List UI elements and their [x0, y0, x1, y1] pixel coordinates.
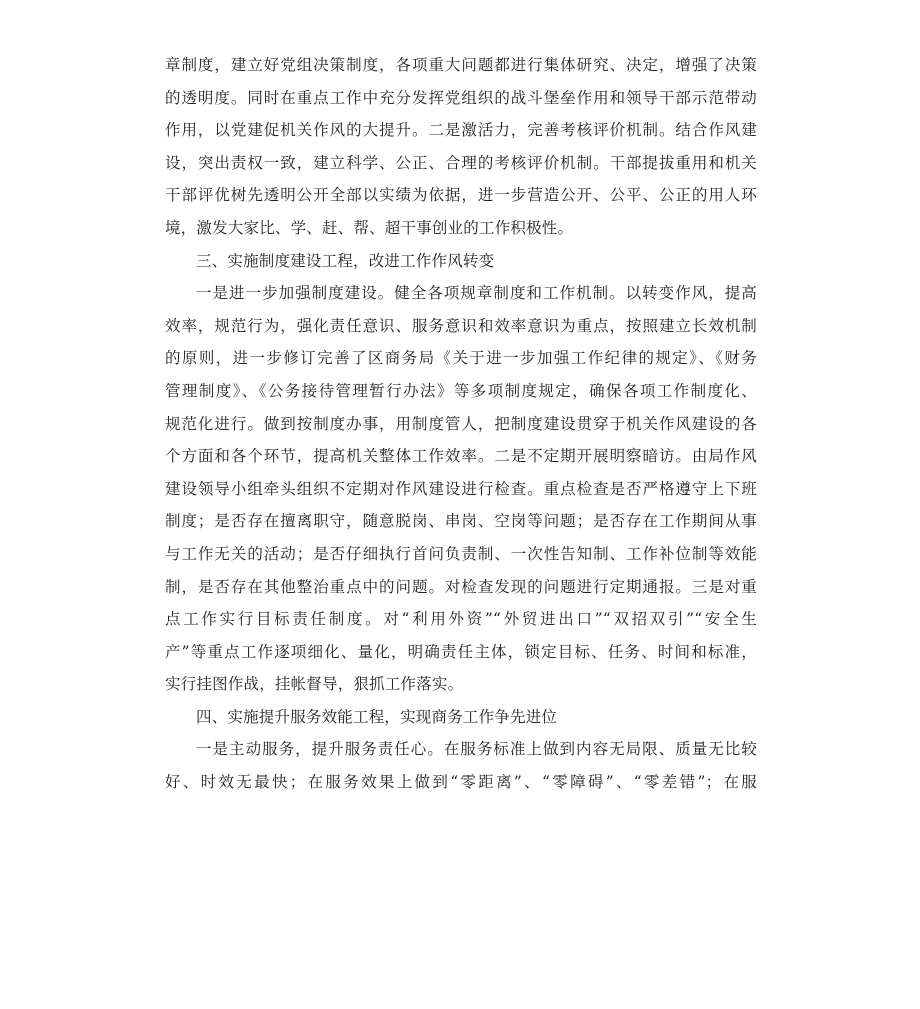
section-heading: 四、实施提升服务效能工程，实现商务工作争先进位 [196, 707, 558, 726]
paragraph-line: 的透明度。同时在重点工作中充分发挥党组织的战斗堡垒作用和领导干部示范带动 [165, 88, 757, 107]
section-heading: 三、实施制度建设工程，改进工作作风转变 [196, 251, 495, 270]
paragraph-line: 产”等重点工作逐项细化、量化，明确责任主体，锁定目标、任务、时间和标准， [165, 642, 757, 661]
paragraph-line: 规范化进行。做到按制度办事，用制度管人，把制度建设贯穿于机关作风建设的各 [165, 414, 757, 433]
paragraph-line: 个方面和各个环节，提高机关整体工作效率。二是不定期开展明察暗访。由局作风 [165, 447, 757, 466]
paragraph-line: 一是进一步加强制度建设。健全各项规章制度和工作机制。以转变作风，提高 [196, 284, 757, 303]
paragraph-line: 建设领导小组牵头组织不定期对作风建设进行检查。重点检查是否严格遵守上下班 [165, 479, 757, 498]
paragraph-line: 点工作实行目标责任制度。对“利用外资”“外贸进出口”“双招双引”“安全生 [165, 610, 757, 629]
paragraph-line: 好、时效无最快；在服务效果上做到“零距离”、“零障碍”、“零差错”；在服 [165, 773, 757, 792]
paragraph-line: 作用，以党建促机关作风的大提升。二是激活力，完善考核评价机制。结合作风建 [165, 121, 757, 140]
paragraph-line: 制，是否存在其他整治重点中的问题。对检查发现的问题进行定期通报。三是对重 [165, 577, 757, 596]
paragraph-line: 制度；是否存在擅离职守，随意脱岗、串岗、空岗等问题；是否存在工作期间从事 [165, 512, 757, 531]
paragraph-line: 与工作无关的活动；是否仔细执行首问负责制、一次性告知制、工作补位制等效能 [165, 544, 757, 563]
paragraph-line: 管理制度》、《公务接待管理暂行办法》等多项制度规定，确保各项工作制度化、 [165, 381, 757, 400]
paragraph-line: 效率，规范行为，强化责任意识、服务意识和效率意识为重点，按照建立长效机制 [165, 316, 757, 335]
paragraph-line: 的原则，进一步修订完善了区商务局《关于进一步加强工作纪律的规定》、《财务 [165, 349, 757, 368]
paragraph-line: 境，激发大家比、学、赶、帮、超干事创业的工作积极性。 [165, 218, 574, 237]
paragraph-line: 干部评优树先透明公开全部以实绩为依据，进一步营造公开、公平、公正的用人环 [165, 186, 757, 205]
paragraph-line: 实行挂图作战，挂帐督导，狠抓工作落实。 [165, 675, 464, 694]
paragraph-line: 章制度，建立好党组决策制度，各项重大问题都进行集体研究、决定，增强了决策 [165, 56, 757, 74]
document-page [165, 49, 757, 799]
paragraph-line: 一是主动服务，提升服务责任心。在服务标准上做到内容无局限、质量无比较 [196, 740, 757, 759]
paragraph-line: 设，突出责权一致，建立科学、公正、合理的考核评价机制。干部提拔重用和机关 [165, 153, 757, 172]
